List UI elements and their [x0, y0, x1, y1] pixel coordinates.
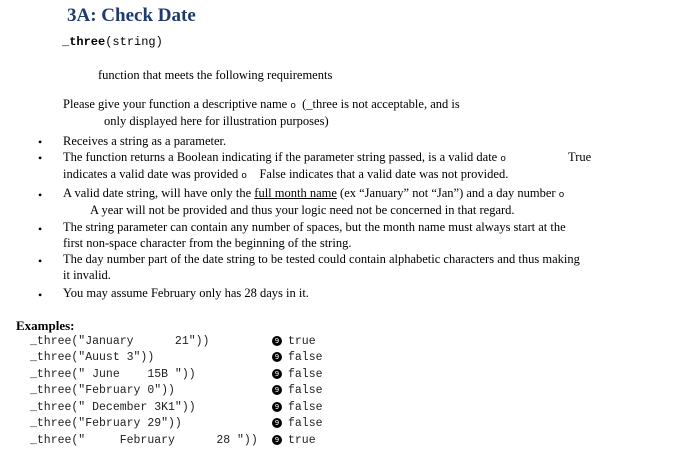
circle-marker: o: [558, 190, 565, 200]
example-result: [272, 434, 316, 447]
circle-marker: o: [241, 171, 247, 181]
example-code: _three("January 21")): [30, 335, 210, 348]
bullet-dot: •: [38, 288, 43, 302]
result-marker-icon: 9: [272, 402, 282, 412]
example-result: [272, 401, 323, 414]
result-value: false: [288, 384, 323, 397]
bullet-3-line-1: [63, 186, 564, 201]
note-text-b: (_three is not acceptable, and is: [302, 97, 460, 111]
result-value: false: [288, 401, 323, 414]
full-month-name-link: full month name: [254, 186, 337, 200]
example-code: _three(" February 28 ")): [30, 434, 258, 447]
example-result: [272, 368, 323, 381]
result-marker-icon: 9: [272, 336, 282, 346]
note-text: Please give your function a descriptive name: [63, 97, 288, 111]
circle-marker: o: [500, 154, 506, 164]
example-code: _three("February 0")): [30, 384, 175, 397]
bullet-3-text-b: (ex “January” not “Jan”) and a day number: [336, 186, 556, 200]
bullet-dot: •: [38, 151, 43, 165]
bullet-4-line-1: The string parameter can contain any number of spaces, but the month name must always start at the: [63, 220, 566, 234]
result-value: false: [288, 368, 323, 381]
function-signature: [62, 35, 163, 49]
result-value: true: [288, 335, 316, 348]
result-marker-icon: 9: [272, 418, 282, 428]
bullet-dot: •: [38, 188, 43, 202]
page-title: 3A: Check Date: [67, 5, 196, 26]
result-value: true: [288, 434, 316, 447]
examples-heading: Examples:: [16, 318, 75, 333]
function-name: _three: [62, 35, 106, 49]
bullet-3-text: A valid date string, will have only the: [63, 186, 255, 200]
bullet-4-line-2: first non-space character from the beginning of the string.: [63, 236, 352, 250]
example-result: [272, 351, 323, 364]
result-marker-icon: 9: [272, 369, 282, 379]
bullet-dot: •: [38, 222, 43, 236]
example-code: _three(" December 3K1")): [30, 401, 196, 414]
bullet-2-text-c: False indicates that a valid date was not provided.: [259, 167, 509, 181]
result-value: false: [288, 351, 323, 364]
result-marker-icon: 9: [272, 435, 282, 445]
function-args: (string): [105, 35, 163, 49]
example-code: _three(" June 15B ")): [30, 368, 196, 381]
example-result: [272, 335, 316, 348]
bullet-2-true-word: True: [568, 150, 592, 164]
bullet-2-line-1: [63, 150, 506, 165]
bullet-2-text-b: indicates a valid date was provided: [63, 167, 239, 181]
example-result: [272, 417, 323, 430]
bullet-1: Receives a string as a parameter.: [63, 134, 227, 148]
intro-text: function that meets the following requirements: [98, 68, 333, 82]
bullet-5-line-2: it invalid.: [63, 268, 111, 282]
circle-marker: o: [290, 101, 296, 111]
bullet-dot: •: [38, 254, 43, 268]
bullet-dot: •: [38, 135, 43, 149]
example-code: _three("February 29")): [30, 417, 182, 430]
result-marker-icon: 9: [272, 385, 282, 395]
bullet-6: You may assume February only has 28 days in it.: [63, 286, 309, 300]
result-marker-icon: 9: [272, 352, 282, 362]
note-line-2: only displayed here for illustration purposes): [104, 114, 329, 128]
example-code: _three("Auust 3")): [30, 351, 155, 364]
bullet-2-text: The function returns a Boolean indicating if the parameter string passed, is a valid date: [63, 150, 498, 164]
bullet-3-line-2: A year will not be provided and thus your logic need not be concerned in that regard.: [90, 203, 515, 217]
bullet-5-line-1: The day number part of the date string to be tested could contain alphabetic characters and thus making: [63, 252, 580, 266]
bullet-2-line-2: [63, 167, 508, 182]
example-result: [272, 384, 323, 397]
note-line-1: [63, 97, 460, 112]
result-value: false: [288, 417, 323, 430]
